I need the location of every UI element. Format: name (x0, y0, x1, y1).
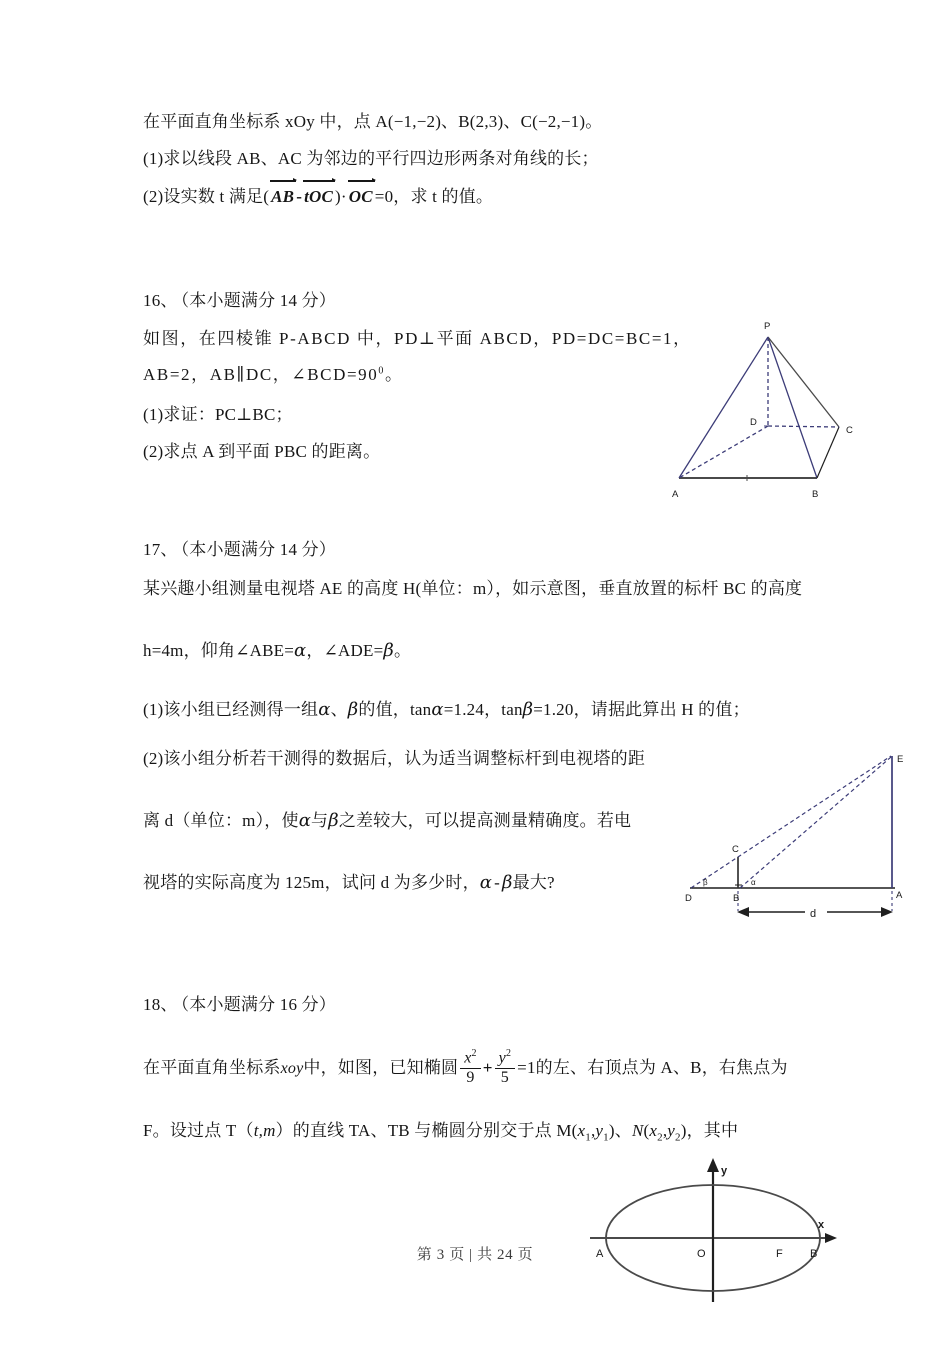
pyramid-label-P: P (764, 321, 771, 332)
problem16-number: 16、 (143, 291, 178, 310)
problem17-line3-mid: 的值，tan (358, 700, 432, 719)
problem15-line1-coords: −1,−2)、B(2,3)、C(−2,−1)。 (393, 112, 603, 131)
problem17-score: （本小题满分 14 分） (180, 540, 337, 559)
vector-oc: OC (348, 187, 373, 206)
plus-sign: + (482, 1057, 493, 1077)
point-T-coords: t,m (253, 1121, 276, 1140)
alpha-symbol-3: α (431, 699, 444, 720)
problem17-line3-sep: 、 (330, 700, 348, 719)
problem17-line6-post: 最大? (512, 873, 555, 892)
beta-symbol-5: β (502, 872, 513, 893)
problem15-line3 (143, 188, 493, 205)
tower-label-C: C (732, 844, 739, 855)
problem17-line3-pre: (1)该小组已经测得一组 (143, 700, 319, 719)
quadrilateral-pyramid-figure (657, 307, 865, 512)
problem18-line2-mid2: )、 (608, 1121, 632, 1140)
problem16-line2 (143, 366, 404, 383)
tower-label-d: d (810, 908, 817, 920)
frac2-denominator: 5 (500, 1069, 509, 1087)
tower-label-E: E (897, 754, 904, 765)
dot-product-sign: )· (335, 187, 347, 206)
beta-symbol-4: β (328, 810, 339, 831)
ellipse-label-B: B (810, 1248, 818, 1260)
problem17-line2-mid: ，∠ADE= (306, 641, 384, 660)
problem15-line1-part-a: 在平面直角坐标系 xOy 中，点 A( (143, 112, 394, 131)
ellipse-label-O: O (697, 1248, 706, 1260)
frac1-denominator: 9 (466, 1069, 475, 1087)
xoy-symbol: xoy (280, 1059, 304, 1077)
n-y2: y (667, 1121, 676, 1140)
tower-label-D: D (685, 893, 692, 904)
alpha-symbol-4: α (298, 810, 312, 831)
minus-sign-2: - (494, 873, 501, 892)
problem18-line1 (143, 1050, 788, 1088)
problem15-line3-pre: (2)设实数 t 满足( (143, 187, 270, 206)
tv-tower-figure (663, 745, 948, 945)
n-x2-sub: 2 (657, 1131, 663, 1144)
problem17-line1: 某兴趣小组测量电视塔 AE 的高度 H(单位：m），如示意图，垂直放置的标杆 BC 的高度 (143, 579, 803, 598)
tan-beta-value: =1.20，请据此算出 H 的值； (533, 700, 750, 719)
n-comma: , (662, 1121, 668, 1140)
tower-angle-beta: β (703, 878, 708, 887)
tower-angle-alpha: α (751, 878, 756, 887)
problem16-line2-pre: AB=2，AB∥DC，∠BCD=90 (143, 365, 379, 384)
frac2-numerator-exp: 2 (505, 1048, 512, 1059)
degree-superscript: 0 (378, 365, 385, 377)
problem17-line2-pre: h=4m，仰角∠ABE= (143, 641, 295, 660)
alpha-symbol-5: α (479, 872, 493, 893)
problem17-line5 (143, 812, 631, 830)
vector-ab: AB (271, 187, 295, 206)
problem17-line3 (143, 701, 750, 719)
ellipse-axis-label-y: y (721, 1165, 728, 1177)
ellipse-label-F: F (776, 1248, 783, 1260)
m-y1-sub: 1 (603, 1131, 609, 1144)
problem18-header (143, 996, 336, 1013)
problem18-line1-pre: 在平面直角坐标系 (143, 1057, 281, 1077)
n-y2-sub: 2 (675, 1131, 681, 1144)
m-y1: y (595, 1121, 604, 1140)
problem17-number: 17、 (143, 540, 178, 559)
problem15-line1 (143, 113, 602, 130)
problem17-line2-post: 。 (394, 641, 412, 660)
tan-alpha-value: =1.24，tan (443, 700, 523, 719)
ellipse-label-A: A (596, 1248, 604, 1260)
frac2-numerator-var: y (498, 1049, 506, 1067)
frac1-numerator-var: x (464, 1049, 472, 1067)
m-comma: , (590, 1121, 596, 1140)
problem16-line1: 如图，在四棱锥 P-ABCD 中，PD⊥平面 ABCD，PD=DC=BC=1， (143, 329, 692, 348)
ellipse-axis-label-x: x (818, 1219, 825, 1231)
problem16-line4: (2)求点 A 到平面 PBC 的距离。 (143, 442, 381, 461)
problem17-line2 (143, 642, 411, 660)
problem16-line3: (1)求证：PC⊥BC； (143, 405, 293, 424)
problem17-line5-pre: 离 d（单位：m），使 (143, 811, 299, 830)
alpha-symbol: α (294, 640, 307, 661)
fraction-y-squared-over-5 (495, 1049, 516, 1087)
problem17-line5-mid: 与 (311, 811, 329, 830)
problem16-score: （本小题满分 14 分） (180, 291, 337, 310)
fraction-x-squared-over-9 (460, 1049, 481, 1087)
frac1-numerator-exp: 2 (471, 1048, 477, 1059)
beta-symbol: β (383, 640, 394, 661)
minus-sign: - (296, 187, 303, 206)
problem18-number: 18、 (143, 995, 178, 1014)
tower-label-A: A (896, 890, 903, 901)
problem16-header (143, 292, 336, 309)
alpha-symbol-2: α (318, 699, 331, 720)
problem17-line6-pre: 视塔的实际高度为 125m，试问 d 为多少时， (143, 873, 480, 892)
problem18-line2: F。设过点 T（t,m）的直线 TA、TB 与椭圆分别交于点 $M(x_1,y_1)$、$N(x_2,y_2)$，其中 (143, 1121, 739, 1144)
problem15-line2: (1)求以线段 AB、AC 为邻边的平行四边形两条对角线的长； (143, 149, 599, 168)
problem17-header (143, 541, 336, 558)
beta-symbol-2: β (347, 699, 359, 720)
m-x1: x (577, 1121, 586, 1140)
problem15-line3-post: =0，求 t 的值。 (374, 187, 494, 206)
beta-symbol-3: β (522, 699, 534, 720)
problem18-score: （本小题满分 16 分） (180, 995, 337, 1014)
tower-label-B: B (733, 893, 740, 904)
point-N: N (631, 1121, 644, 1140)
problem18-line2-post: ，其中 (686, 1121, 739, 1140)
problem17-line4: (2)该小组分析若干测得的数据后，认为适当调整标杆到电视塔的距 (143, 749, 646, 768)
pyramid-label-D: D (750, 417, 757, 428)
problem18-line2-mid: ）的直线 TA、TB 与椭圆分别交于点 M( (275, 1121, 578, 1140)
problem17-line5-post: 之差较大，可以提高测量精确度。若电 (338, 811, 632, 830)
pyramid-label-A: A (672, 489, 679, 500)
n-x2: x (649, 1121, 658, 1140)
problem18-line2-pre: F。设过点 T（ (143, 1121, 254, 1140)
page-footer: 第 3 页 | 共 24 页 (416, 1247, 534, 1263)
m-x1-sub: 1 (585, 1131, 591, 1144)
vector-toc: tOC (304, 187, 334, 206)
problem18-line1-mid: 中，如图，已知椭圆 (303, 1057, 459, 1077)
problem17-line6 (143, 874, 555, 892)
problem16-line2-post: 。 (384, 365, 404, 384)
pyramid-label-B: B (812, 489, 819, 500)
pyramid-label-C: C (846, 425, 853, 436)
problem18-line1-post: =1的左、右顶点为 A、B，右焦点为 (517, 1057, 788, 1077)
